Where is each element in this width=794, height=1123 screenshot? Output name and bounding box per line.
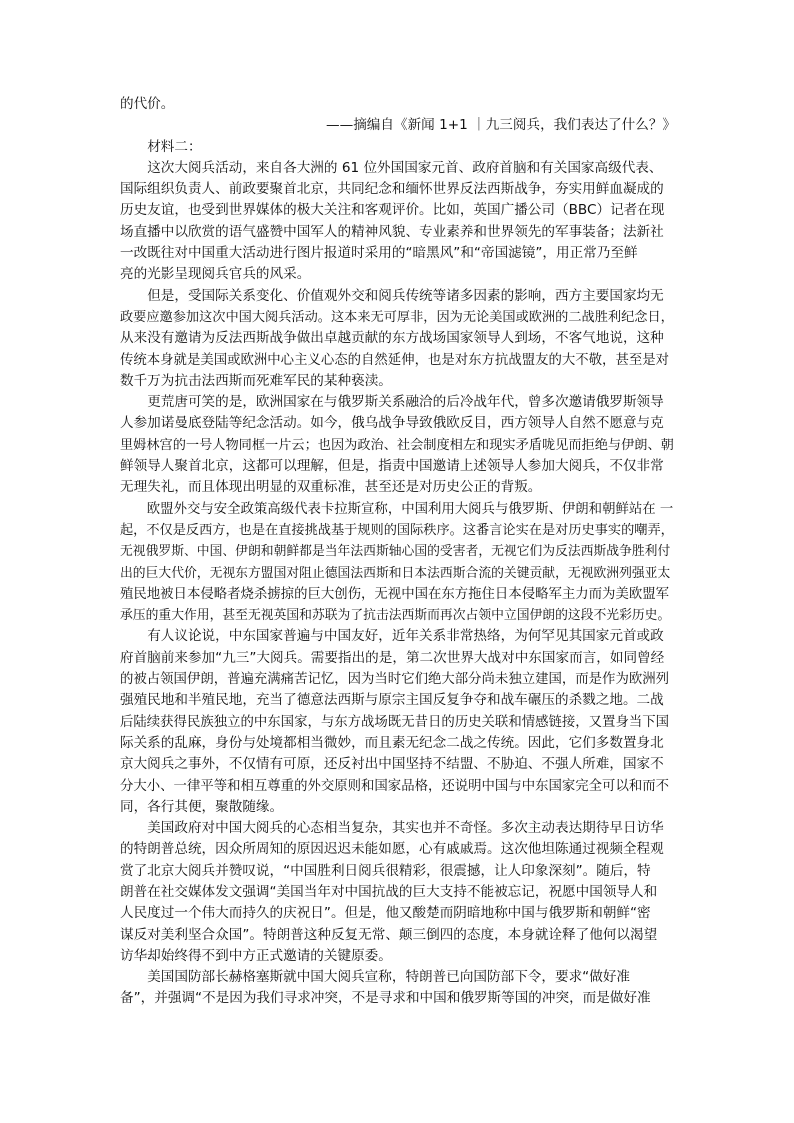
paragraph-1 [120, 158, 676, 286]
text-line: 场直播中以欣赏的语气盛赞中国军人的精神风貌、专业素养和世界领先的军事装备；法新社 [120, 223, 664, 240]
text-line: 欧盟外交与安全政策高级代表卡拉斯宣称，中国利用大阅兵与俄罗斯、伊朗和朝鲜站在 一 [146, 501, 674, 517]
text-line: 后陆续获得民族独立的中东国家，与东方战场既无昔日的历史关联和情感链接，又置身当下国 [120, 714, 670, 730]
text-line: 强殖民地和半殖民地，充当了德意法西斯与原宗主国反复争夺和战车碾压的杀戮之地。二战 [120, 692, 664, 709]
paragraph-5 [120, 626, 676, 818]
paragraph-3 [120, 392, 676, 498]
text-line: 传统本身就是美国或欧洲中心主义心态的自然延伸，也是对东方抗战盟友的大不敬，甚至是对 [120, 352, 670, 368]
text-line: 从来没有邀请为反法西斯战争做出卓越贡献的东方战场国家领导人到场，不客气地说，这种 [120, 330, 664, 347]
text-line: 更荒唐可笑的是，欧洲国家在与俄罗斯关系融洽的后冷战年代，曾多次邀请俄罗斯领导 [147, 394, 664, 411]
paragraph-7 [120, 967, 676, 1010]
text-line: 府首脑前来参加“九三”大阅兵。需要指出的是，第二次世界大战对中东国家而言，如同曾经 [120, 649, 665, 666]
paragraph-2 [120, 286, 676, 392]
text-line: 的被占领国伊朗，普遍充满痛苦记忆，因为当时它们绝大部分尚未独立建国，而是作为欧洲列 [120, 672, 670, 688]
citation-text: ——摘编自《新闻 1+1 ｜九三阅兵，我们表达了什么？》 [326, 117, 676, 134]
text-line: 起，不仅是反西方，也是在直接挑战基于规则的国际秩序。这番言论实在是对历史事实的嘲弄， [120, 522, 674, 538]
heading-text: 材料二： [147, 138, 202, 155]
text-line: 朗普在社交媒体发文强调“美国当年对中国抗战的巨大支持不能被忘记，祝愿中国领导人和 [120, 883, 658, 900]
text-line: 政要应邀参加这次中国大阅兵活动。这本来无可厚非，因为无论美国或欧洲的二战胜利纪念日， [120, 309, 674, 325]
text-line: 人参加诺曼底登陆等纪念活动。如今，俄乌战争导致俄欧反目，西方领导人自然不愿意与克 [120, 415, 664, 432]
text-line: 国际组织负责人、前政要聚首北京，共同纪念和缅怀世界反法西斯战争，夯实用鲜血凝成的 [120, 181, 664, 198]
source-citation [120, 115, 676, 136]
text-line: 美国国防部长赫格塞斯就中国大阅兵宣称，特朗普已向国防部下令，要求“做好准 [147, 969, 631, 986]
text-line: 殖民地被日本侵略者烧杀掳掠的巨大创伤，无视中国在东方拖住日本侵略军主力而为美欧盟军 [120, 586, 670, 602]
text-line: 有人议论说，中东国家普遍与中国友好，近年关系非常热络，为何罕见其国家元首或政 [147, 628, 664, 645]
text-line: 的代价。 [120, 96, 175, 112]
text-line: 历史友谊，也受到世界媒体的极大关注和客观评价。比如，英国广播公司（BBC）记者在现 [120, 202, 665, 219]
text-line: 人民度过一个伟大而持久的庆祝日”。但是，他又酸楚而阴暗地称中国与俄罗斯和朝鲜“密 [120, 905, 651, 922]
paragraph-4 [120, 499, 676, 627]
text-line: 无理失礼，而且体现出明显的双重标准，甚至还是对历史公正的背叛。 [120, 479, 542, 496]
text-line: 这次大阅兵活动，来自各大洲的 61 位外国国家元首、政府首脑和有关国家高级代表、 [147, 159, 663, 176]
text-line: 一改既往对中国重大活动进行图片报道时采用的“暗黑风”和“帝国滤镜”，用正常乃至鲜 [120, 245, 638, 262]
text-line: 出的巨大代价，无视东方盟国对阻止德国法西斯和日本法西斯合流的关键贡献，无视欧洲列强亚太 [120, 565, 671, 581]
text-line: 同，各行其便，聚散随缘。 [120, 798, 284, 815]
text-line: 承压的重大作用，甚至无视英国和苏联为了抗击法西斯而再次占领中立国伊朗的这段不光彩历史。 [120, 608, 671, 624]
text-line: 鲜领导人聚首北京，这都可以理解，但是，指责中国邀请上述领导人参加大阅兵，不仅非常 [120, 458, 664, 475]
text-line: 的特朗普总统，因众所周知的原因迟迟未能如愿，心有戚戚焉。这次他坦陈通过视频全程观 [120, 841, 664, 858]
document-body [120, 94, 676, 1010]
text-line: 分大小、一律平等和相互尊重的外交原则和国家品格，还说明中国与中东国家完全可以和而不 [120, 778, 670, 794]
text-line: 际关系的乱麻，身份与处境都相当微妙，而且素无纪念二战之传统。因此，它们多数置身北 [120, 734, 664, 751]
text-line: 里姆林宫的一号人物同框一片云；也因为政治、社会制度相左和现实矛盾咙见而拒绝与伊朗、朝 [120, 437, 674, 453]
text-line: 亮的光影呈现阅兵官兵的风采。 [120, 266, 311, 283]
text-line: 京大阅兵之事外，不仅情有可原，还反衬出中国坚持不结盟、不胁迫、不强人所难，国家不 [120, 756, 664, 773]
text-line: 数千万为抗击法西斯而死难军民的某种亵渎。 [120, 372, 392, 389]
text-line: 谋反对美利坚合众国”。特朗普这种反复无常、颠三倒四的态度，本身就诠释了他何以渴望 [120, 926, 658, 943]
text-line: 备”，并强调“不是因为我们寻求冲突，不是寻求和中国和俄罗斯等国的冲突，而是做好准 [120, 990, 651, 1007]
paragraph-6 [120, 818, 676, 967]
text-line: 美国政府对中国大阅兵的心态相当复杂，其实也并不奇怪。多次主动表达期待早日访华 [147, 820, 664, 837]
section-heading [120, 137, 676, 158]
opening-fragment [120, 94, 676, 115]
text-line: 赏了北京大阅兵并赞叹说，“中国胜利日阅兵很精彩，很震撼，让人印象深刻”。随后，特 [120, 862, 651, 879]
text-line: 无视俄罗斯、中国、伊朗和朝鲜都是当年法西斯轴心国的受害者，无视它们为反法西斯战争胜利付 [120, 544, 671, 560]
text-line: 访华却始终得不到中方正式邀请的关键原委。 [120, 947, 392, 964]
text-line: 但是，受国际关系变化、价值观外交和阅兵传统等诸多因素的影响，西方主要国家均无 [147, 287, 664, 304]
